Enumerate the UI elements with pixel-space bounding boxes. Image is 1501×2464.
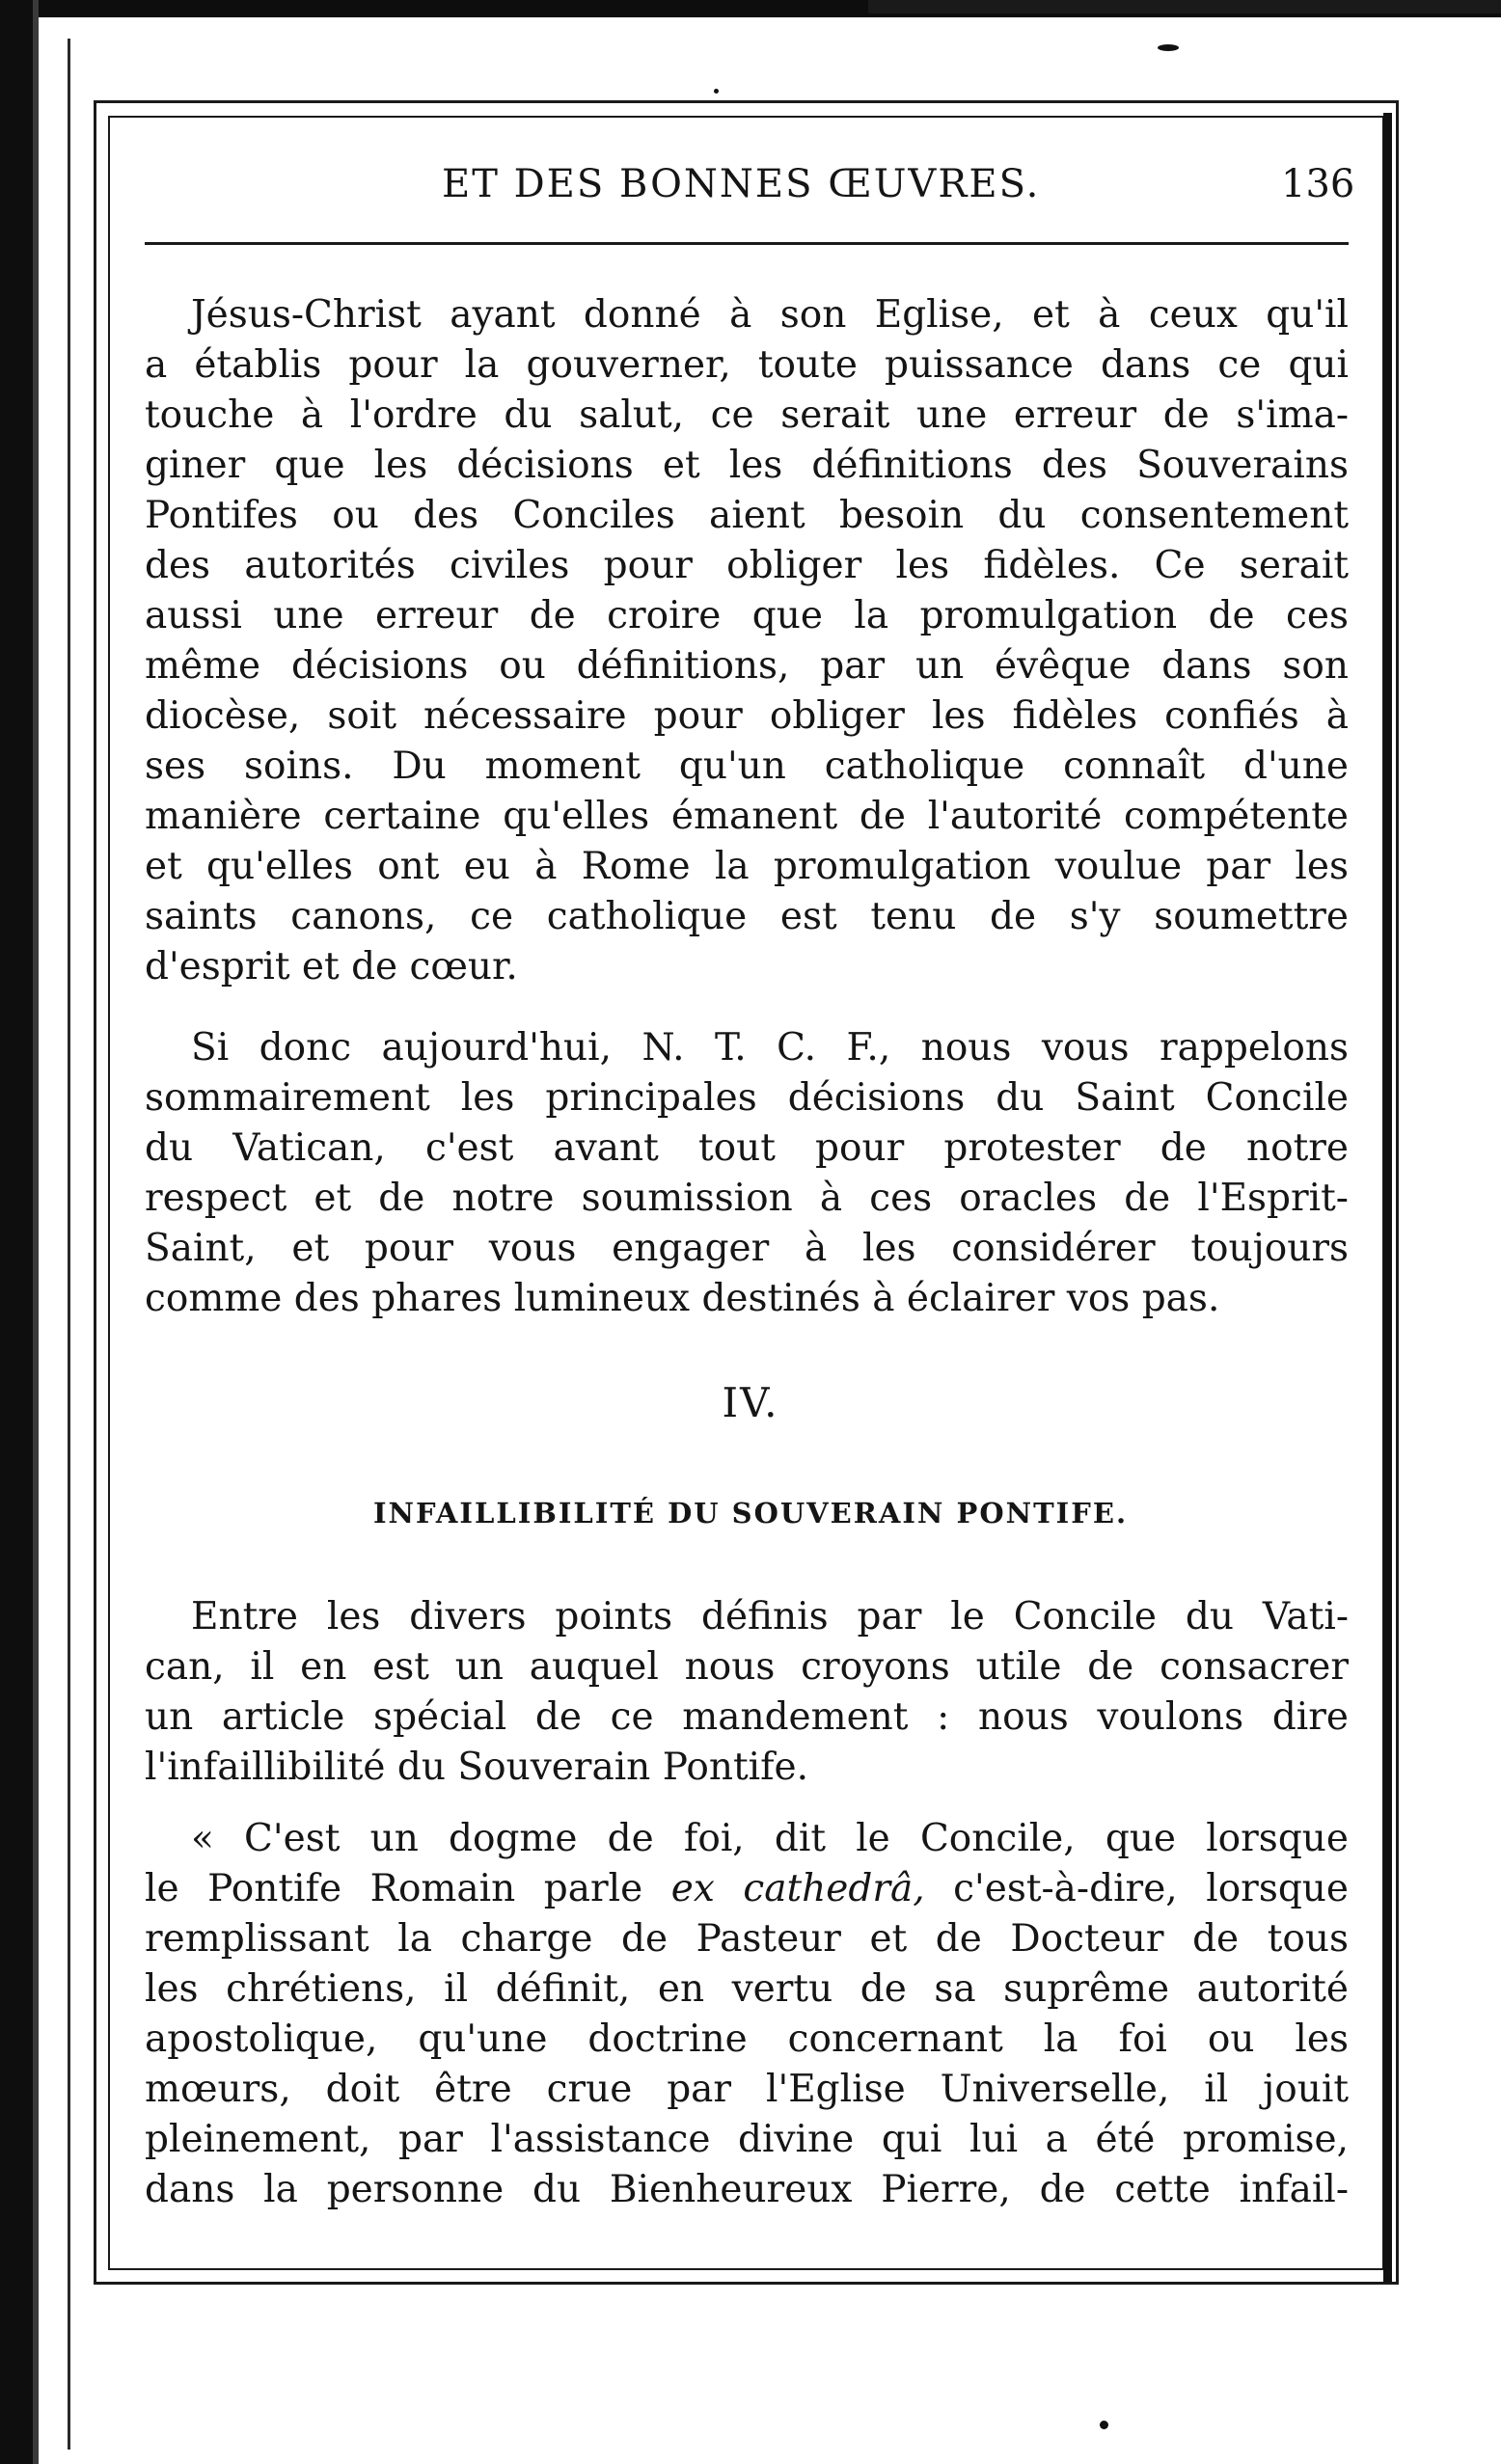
text-line: ses soins. Du moment qu'un catholique connaît d'une [145, 745, 1349, 788]
scan-left-edge [0, 0, 33, 2464]
text-line: dans la personne du Bienheureux Pierre, de cette infail- [145, 2168, 1349, 2211]
text-line: manière certaine qu'elles émanent de l'autorité compétente [145, 795, 1349, 838]
latin-phrase: ex cathedrâ, [670, 1867, 925, 1910]
text-line: Entre les divers points définis par le Concile du Vati- [191, 1595, 1349, 1638]
section-title: INFAILLIBILITÉ DU SOUVERAIN PONTIFE. [372, 1497, 1129, 1530]
header-rule [145, 242, 1349, 245]
text-line: et qu'elles ont eu à Rome la promulgation voulue par les [145, 845, 1349, 888]
section-number: IV. [722, 1379, 779, 1426]
text-line: sommairement les principales décisions du Saint Concile [145, 1076, 1349, 1120]
text-line [145, 1863, 1349, 1915]
text-line: Jésus-Christ ayant donné à son Eglise, et à ceux qu'il [191, 293, 1349, 337]
text-line: touche à l'ordre du salut, ce serait une erreur de s'ima- [145, 393, 1349, 437]
text-line: même décisions ou définitions, par un évêque dans son [145, 644, 1349, 688]
scan-speck [1158, 44, 1179, 51]
text-line: les chrétiens, il définit, en vertu de sa suprême autorité [145, 1967, 1349, 2011]
scan-left-line [68, 39, 70, 2450]
text-line: Pontifes ou des Conciles aient besoin du consentement [145, 494, 1349, 537]
text-line: a établis pour la gouverner, toute puissance dans ce qui [145, 343, 1349, 387]
text-line: des autorités civiles pour obliger les fidèles. Ce serait [145, 544, 1349, 587]
page-frame-right-edge [1383, 113, 1392, 2283]
text-line: diocèse, soit nécessaire pour obliger les fidèles confiés à [145, 694, 1349, 738]
running-head: ET DES BONNES ŒUVRES. [442, 162, 1041, 206]
text-run: c'est-à-dire, lorsque [924, 1867, 1349, 1910]
text-line: respect et de notre soumission à ces oracles de l'Esprit- [145, 1177, 1349, 1220]
text-line: l'infaillibilité du Souverain Pontife. [145, 1746, 809, 1789]
text-line: giner que les décisions et les définitions des Souverains [145, 444, 1349, 487]
text-line: du Vatican, c'est avant tout pour protester de notre [145, 1126, 1349, 1170]
text-line: Si donc aujourd'hui, N. T. C. F., nous vous rappelons [191, 1026, 1349, 1070]
text-line: remplissant la charge de Pasteur et de Docteur de tous [145, 1917, 1349, 1961]
text-line: mœurs, doit être crue par l'Eglise Universelle, il jouit [145, 2068, 1349, 2111]
text-line: comme des phares lumineux destinés à éclairer vos pas. [145, 1277, 1220, 1320]
scan-top-edge-right [868, 0, 1501, 14]
scan-speck [1100, 2421, 1108, 2429]
text-line: saints canons, ce catholique est tenu de s'y soumettre [145, 895, 1349, 938]
scan-left-edge-shadow [33, 0, 39, 2464]
page-number: 136 [1281, 162, 1355, 206]
text-line: pleinement, par l'assistance divine qui lui a été promise, [145, 2118, 1349, 2161]
text-line: can, il en est un auquel nous croyons utile de consacrer [145, 1645, 1349, 1689]
text-line: « C'est un dogme de foi, dit le Concile, que lorsque [191, 1817, 1349, 1860]
text-line: un article spécial de ce mandement : nous voulons dire [145, 1695, 1349, 1739]
text-line: aussi une erreur de croire que la promulgation de ces [145, 594, 1349, 637]
scan-speck [714, 89, 719, 94]
text-line: Saint, et pour vous engager à les considérer toujours [145, 1227, 1349, 1270]
text-run: le Pontife Romain parle [145, 1867, 671, 1910]
text-line: apostolique, qu'une doctrine concernant la foi ou les [145, 2017, 1349, 2061]
text-line: d'esprit et de cœur. [145, 945, 518, 988]
